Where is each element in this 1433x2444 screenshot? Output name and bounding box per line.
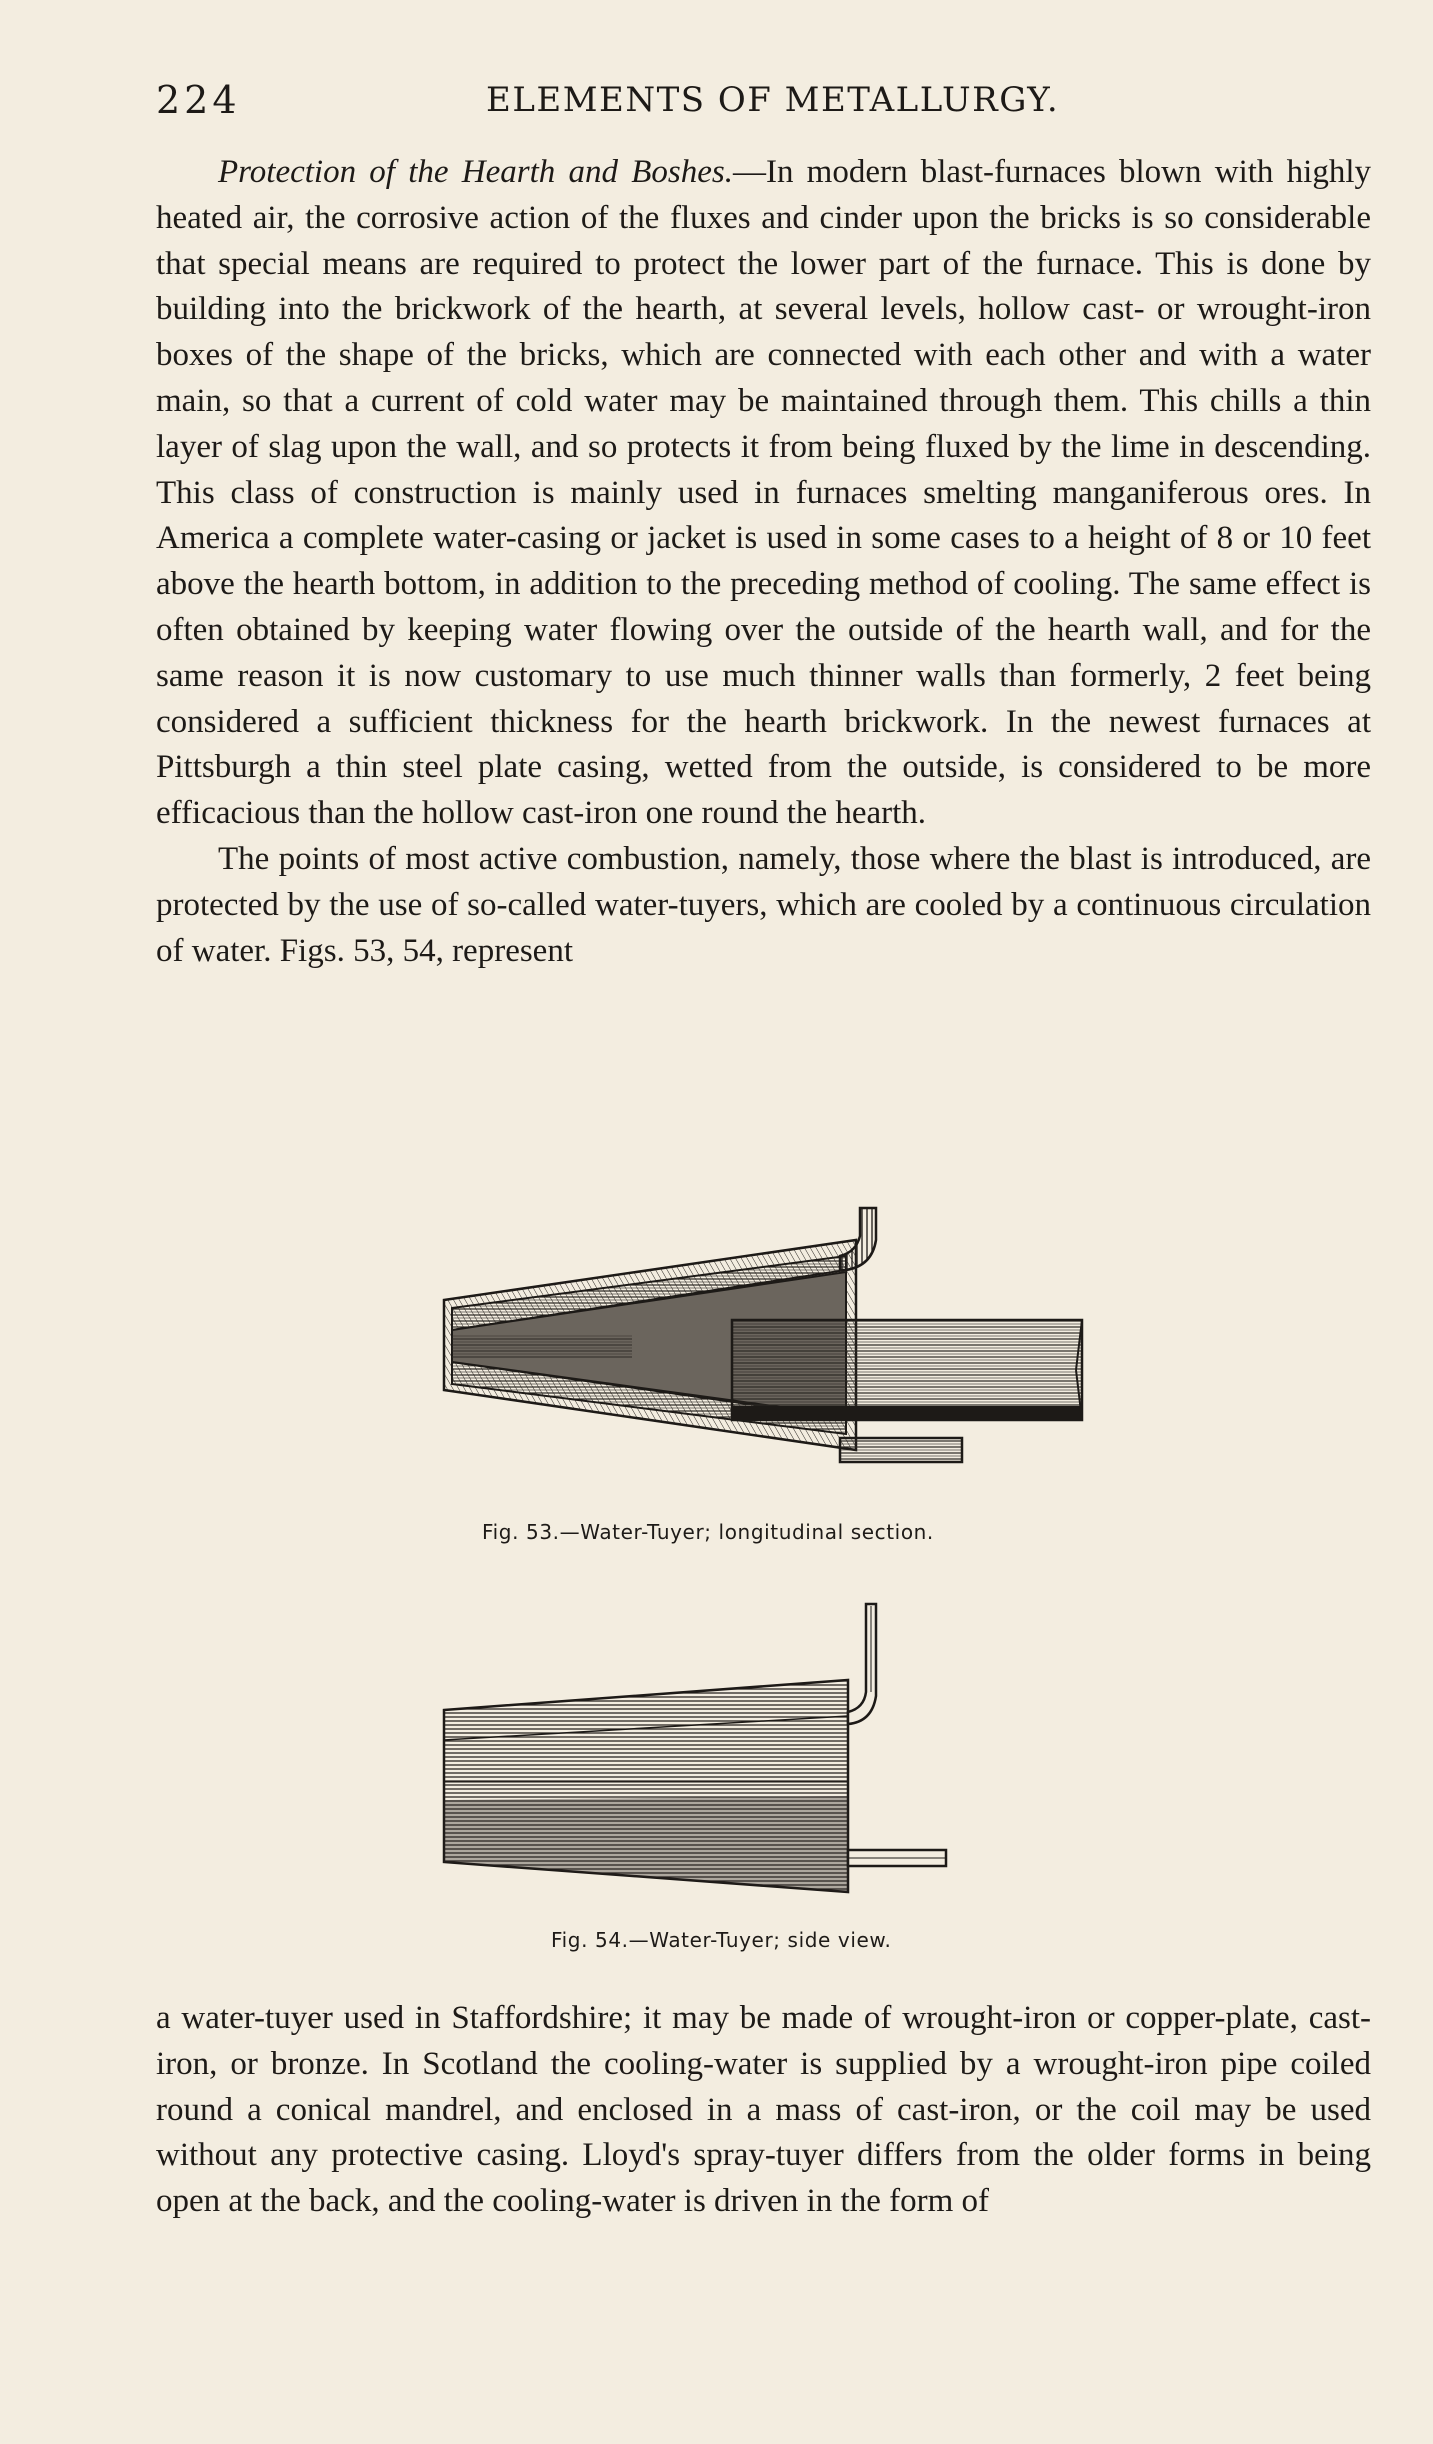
- tuyer-side-view-drawing: [436, 1600, 956, 1900]
- paragraph-hearth-text: —In modern blast-furnaces blown with highly heated air, the corrosive action of the fluxes and cinder upon the bricks is so considerable that special means are required to protect the lower part of the furnace. This is done by building into the brickwork of the hearth, at several levels, hollow cast- or wrought-iron boxes of the shape of the bricks, which are connected with each other and with a water main, so that a current of cold water may be maintained through them. This chills a thin layer of slag upon the wall, and so protects it from being fluxed by the lime in descending. This class of construction is mainly used in furnaces smelting manganiferous ores. In America a complete water-casing or jacket is used in some cases to a height of 8 or 10 feet above the hearth bottom, in addition to the preceding method of cooling. The same effect is often obtained by keeping water flowing over the outside of the hearth wall, and for the same reason it is now customary to use much thinner walls than formerly, 2 feet being considered a sufficient thickness for the hearth brickwork. In the newest furnaces at Pittsburgh a thin steel plate casing, wetted from the outside, is considered to be more efficacious than the hollow cast-iron one round the hearth.: [156, 154, 1371, 832]
- text-block-lower: [156, 1996, 1371, 2225]
- paragraph-tuyers: The points of most active combustion, namely, those where the blast is introduced, are protected by the use of so-called water-tuyers, which are cooled by a continuous circulation of water. Figs. 53, 54, represent: [156, 840, 1371, 969]
- blast-nozzle-pipe: [732, 1320, 1082, 1420]
- water-outlet-pipe: [840, 1438, 962, 1462]
- running-title: ELEMENTS OF METALLURGY.: [486, 80, 1060, 120]
- tuyer-section-drawing: [436, 1200, 1096, 1490]
- running-head: [156, 78, 1371, 128]
- water-inlet-pipe: [848, 1604, 876, 1724]
- figure-54: [436, 1600, 956, 1900]
- figure-54-caption: Fig. 54.—Water-Tuyer; side view.: [551, 1928, 892, 1952]
- figure-53-caption: Fig. 53.—Water-Tuyer; longitudinal section.: [482, 1520, 934, 1544]
- section-heading: Protection of the Hearth and Boshes.: [218, 154, 733, 190]
- page-number: 224: [156, 78, 241, 122]
- paragraph-staffordshire-tuyer: a water-tuyer used in Staffordshire; it may be made of wrought-iron or copper-plate, cast-iron, or bronze. In Scotland the cooling-water is supplied by a wrought-iron pipe coiled round a conical mandrel, and enclosed in a mass of cast-iron, or the coil may be used without any protective casing. Lloyd's spray-tuyer differs from the older forms in being open at the back, and the cooling-water is driven in the form of: [156, 2000, 1371, 2220]
- water-inlet-pipe: [840, 1208, 876, 1270]
- figure-53: [436, 1200, 1096, 1490]
- paragraph-hearth-protection: [156, 150, 1371, 837]
- text-block-upper: [156, 150, 1371, 974]
